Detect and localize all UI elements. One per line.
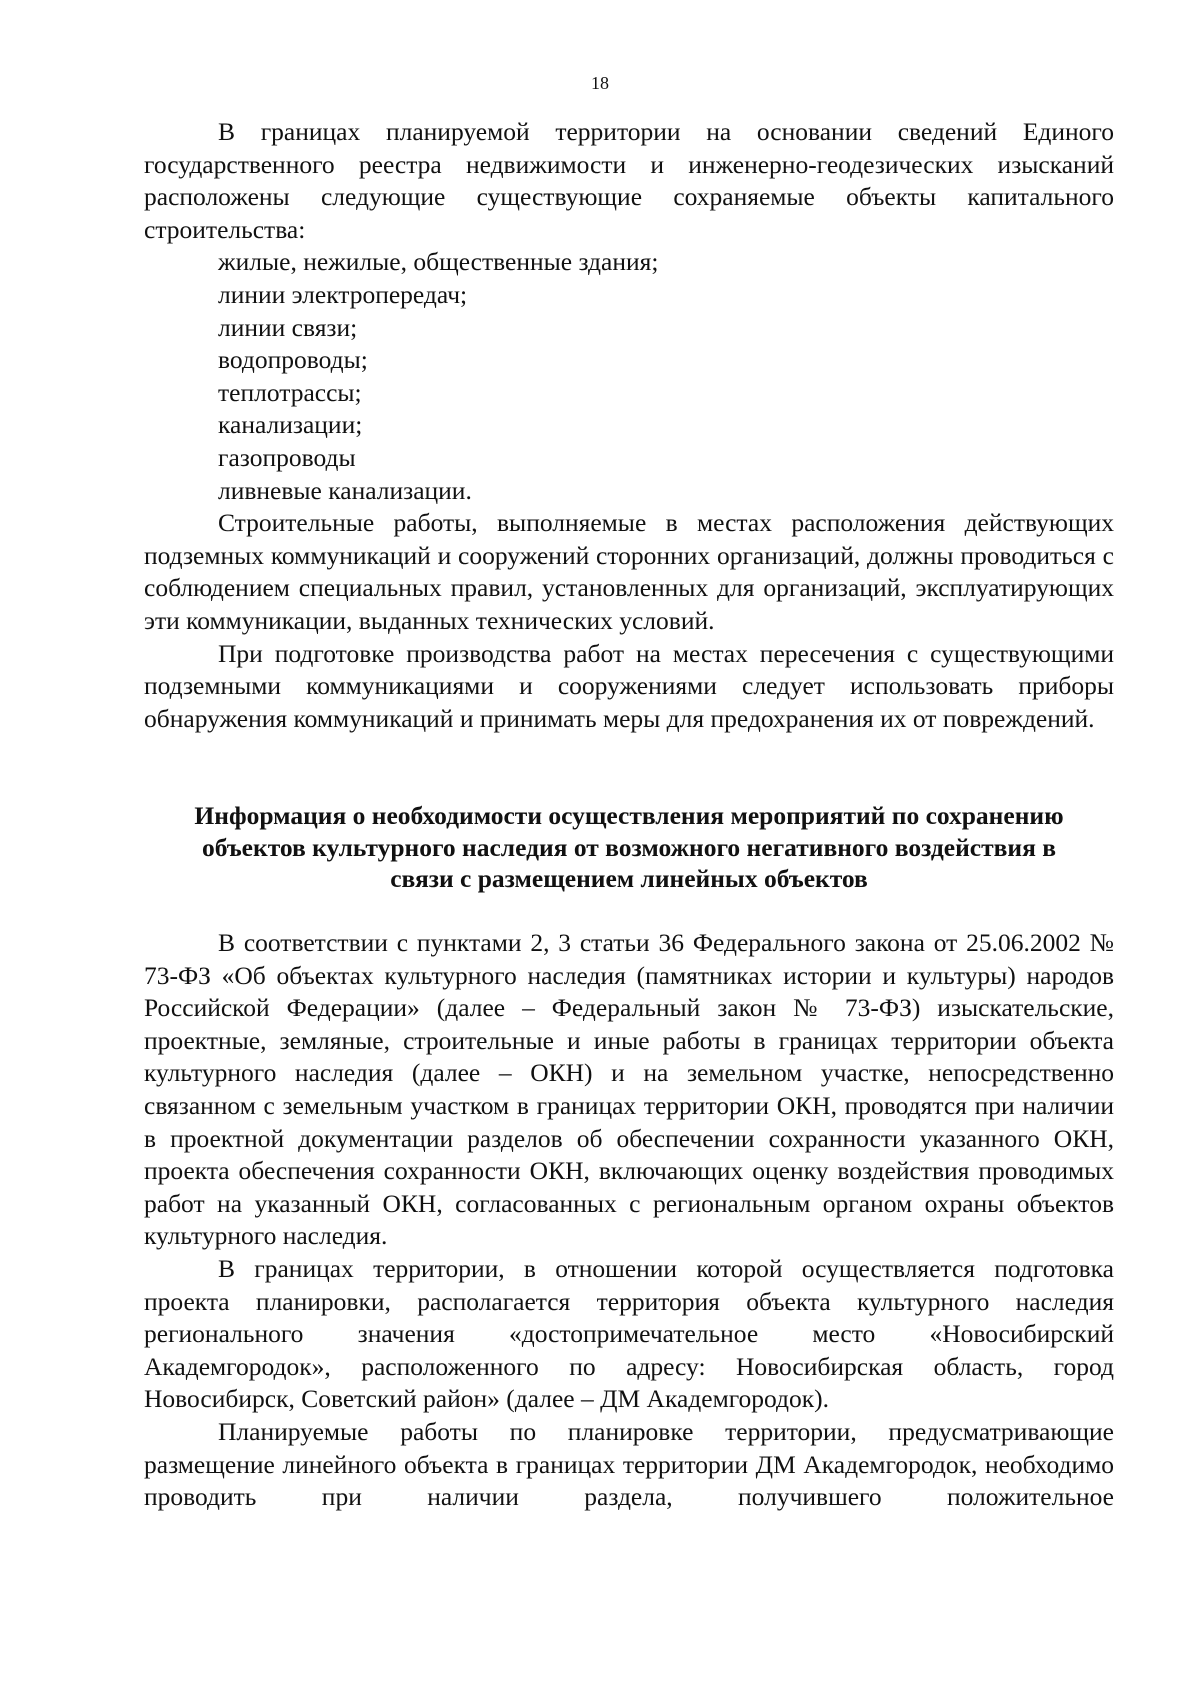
list-item: канализации;: [218, 410, 363, 440]
list-item: жилые, нежилые, общественные здания;: [218, 247, 659, 277]
list-item: ливневые канализации.: [218, 475, 472, 505]
crossing-works-paragraph: При подготовке производства работ на местах пересечения с существующими подземными коммуникациями и сооружениями следует использовать приборы обнаружения коммуникаций и принимать меры для предохранения их от повреждений.: [144, 638, 1114, 733]
territory-paragraph: В границах территории, в отношении которой осуществляется подготовка проекта планировки, располагается территория объекта культурного наследия регионального значения «достопримечательное место «Новосибирский Академгородок», расположенного по адресу: Новосибирская область, город Новосибирск, Советский район» (далее – ДМ Академгородок).: [144, 1253, 1114, 1414]
federal-law-paragraph: В соответствии с пунктами 2, 3 статьи 36 Федерального закона от 25.06.2002 № 73-ФЗ «Об объектах культурного наследия (памятниках истории и культуры) народов Российской Федерации» (далее – Федеральный закон № 73-ФЗ) изыскательские, проектные, земляные, строительные и иные работы в границах территории объекта культурного наследия (далее – ОКН) и на земельном участке, непосредственно связанном с земельным участком в границах территории ОКН, проводятся при наличии в проектной документации разделов об обеспечении сохранности указанного ОКН, проекта обеспечения сохранности ОКН, включающих оценку воздействия проводимых работ на указанный ОКН, согласованных с региональным органом охраны объектов культурного наследия.: [144, 928, 1114, 1251]
heading-line: объектов культурного наследия от возможного негативного воздействия в: [201, 832, 1057, 862]
list-item: газопроводы: [218, 442, 356, 472]
planned-works-paragraph: Планируемые работы по планировке территории, предусматривающие размещение линейного объекта в границах территории ДМ Академгородок, необходимо проводить при наличии раздела, получившего положительное: [144, 1416, 1114, 1512]
list-item: водопроводы;: [218, 345, 368, 375]
heading-line: Информация о необходимости осуществления мероприятий по сохранению: [194, 801, 1064, 830]
list-item: линии электропередач;: [218, 279, 468, 309]
list-item: линии связи;: [218, 312, 358, 342]
section-heading: [144, 800, 1114, 895]
construction-works-paragraph: Строительные работы, выполняемые в местах расположения действующих подземных коммуникаций и сооружений сторонних организаций, должны проводиться с соблюдением специальных правил, установленных для организаций, эксплуатирующих эти коммуникации, выданных технических условий.: [144, 508, 1114, 635]
existing-objects-section: [144, 116, 1114, 735]
existing-objects-list: [144, 246, 1114, 507]
list-item: теплотрассы;: [218, 377, 362, 407]
heading-line: связи с размещением линейных объектов: [390, 864, 868, 893]
cultural-heritage-section: [144, 927, 1114, 1514]
page-number: 18: [591, 73, 609, 93]
intro-paragraph: В границах планируемой территории на основании сведений Единого государственного реестра недвижимости и инженерно-геодезических изысканий расположены следующие существующие сохраняемые объекты капитального строительства:: [144, 117, 1114, 244]
